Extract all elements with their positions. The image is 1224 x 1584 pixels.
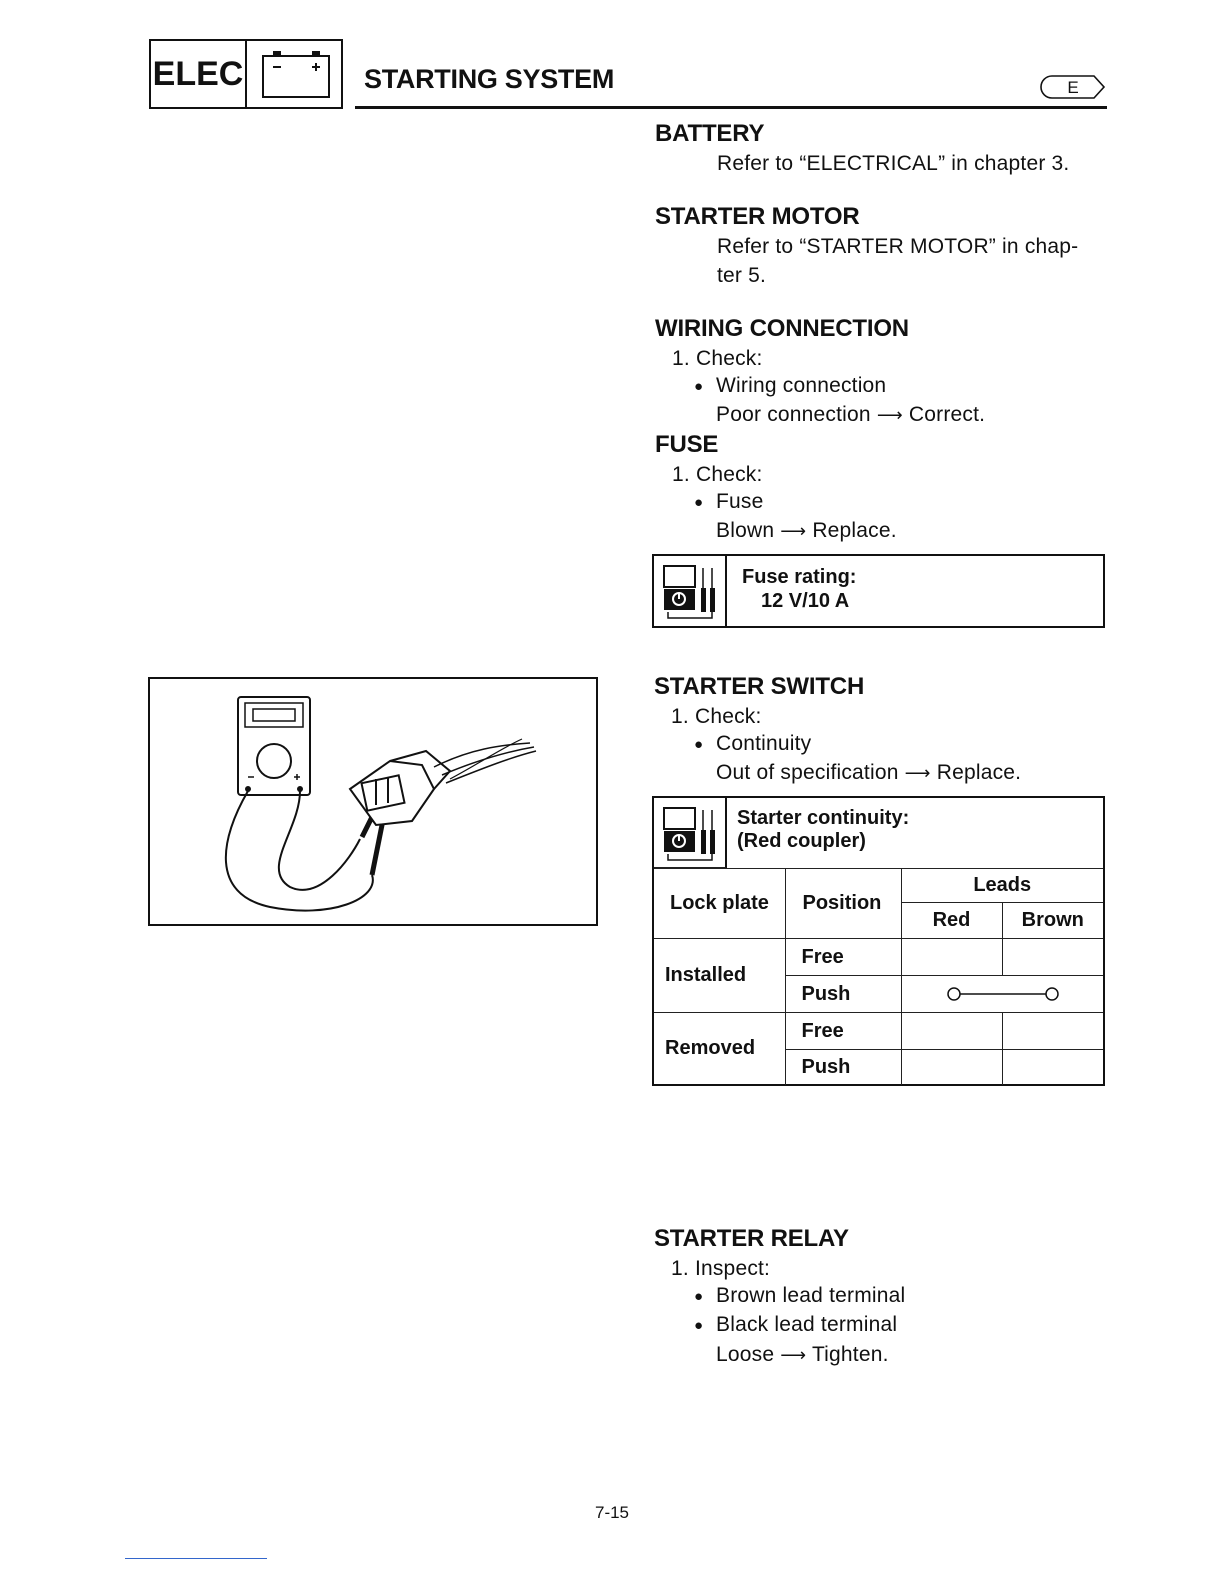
language-badge	[1040, 74, 1106, 100]
wiring-result-right: Correct.	[908, 403, 986, 426]
header-rule	[355, 106, 1107, 109]
multimeter-icon	[654, 556, 727, 626]
starter-switch-result-right: Replace.	[936, 761, 1022, 784]
starter-switch-heading: STARTER SWITCH	[654, 673, 865, 700]
page-title: STARTING SYSTEM	[364, 64, 615, 94]
footer-link-underline	[125, 1558, 267, 1559]
table-row	[654, 1013, 1103, 1050]
starter-relay-item1: ● Brown lead terminal	[716, 1281, 905, 1310]
continuity-cell	[901, 976, 1103, 1013]
red-cell	[901, 1050, 1002, 1085]
fuse-result	[716, 516, 897, 546]
arrow-icon: ⟶	[780, 1345, 807, 1366]
fuse-item: ● Fuse	[716, 487, 764, 516]
starter-motor-line2: ter 5.	[717, 264, 767, 287]
wiring-item: ● Wiring connection	[716, 371, 886, 400]
page-number: 7-15	[594, 1503, 630, 1522]
fuse-spec-label: Fuse rating:	[742, 566, 857, 588]
starter-motor-heading: STARTER MOTOR	[655, 203, 860, 230]
fuse-step: 1. Check:	[672, 463, 763, 486]
wiring-result	[716, 400, 985, 430]
starter-continuity-sub: (Red coupler)	[737, 830, 866, 852]
position-cell: Free	[785, 939, 901, 976]
col-header-lock-plate: Lock plate	[654, 869, 785, 939]
starter-relay-result	[716, 1340, 889, 1370]
starter-motor-line1: Refer to “STARTER MOTOR” in chap-	[717, 235, 1079, 258]
starter-relay-result-left: Loose	[716, 1343, 775, 1366]
brown-cell	[1002, 1013, 1103, 1050]
fuse-result-left: Blown	[716, 519, 775, 542]
continuity-terminal-icon	[1046, 988, 1058, 1000]
arrow-icon: ⟶	[780, 521, 807, 542]
col-header-position: Position	[785, 869, 901, 939]
section-code: ELEC	[151, 41, 247, 107]
battery-heading: BATTERY	[655, 120, 765, 147]
starter-switch-result-left: Out of specification	[716, 761, 899, 784]
fuse-heading: FUSE	[655, 431, 719, 458]
starter-relay-item2: ● Black lead terminal	[716, 1310, 897, 1339]
col-header-red: Red	[901, 903, 1002, 939]
fuse-spec-value: 12 V/10 A	[761, 590, 850, 612]
col-header-brown: Brown	[1002, 903, 1103, 939]
brown-cell	[1002, 1050, 1103, 1085]
lock-plate-removed: Removed	[654, 1013, 785, 1085]
arrow-icon: ⟶	[904, 763, 931, 784]
wiring-step: 1. Check:	[672, 347, 763, 370]
continuity-table	[654, 868, 1103, 1085]
starter-relay-result-right: Tighten.	[811, 1343, 889, 1366]
table-row	[654, 939, 1103, 976]
red-cell	[901, 939, 1002, 976]
position-cell: Push	[785, 976, 901, 1013]
fuse-result-right: Replace.	[812, 519, 897, 542]
multimeter-icon	[654, 798, 727, 868]
wiring-heading: WIRING CONNECTION	[655, 315, 909, 342]
lock-plate-installed: Installed	[654, 939, 785, 1013]
position-cell: Push	[785, 1050, 901, 1085]
wiring-result-left: Poor connection	[716, 403, 871, 426]
starter-relay-heading: STARTER RELAY	[654, 1225, 849, 1252]
starter-switch-step: 1. Check:	[671, 705, 762, 728]
red-cell	[901, 1013, 1002, 1050]
battery-icon	[249, 41, 341, 107]
starter-relay-step: 1. Inspect:	[671, 1257, 771, 1280]
position-cell: Free	[785, 1013, 901, 1050]
multimeter-probing-connector-illustration	[148, 677, 598, 926]
arrow-icon: ⟶	[876, 405, 903, 426]
col-header-leads: Leads	[901, 869, 1103, 903]
battery-text: Refer to “ELECTRICAL” in chapter 3.	[717, 152, 1070, 175]
language-badge-label: E	[1067, 78, 1079, 97]
continuity-terminal-icon	[948, 988, 960, 1000]
brown-cell	[1002, 939, 1103, 976]
starter-continuity-label: Starter continuity:	[737, 807, 910, 829]
starter-switch-item: ● Continuity	[716, 729, 811, 758]
starter-switch-result	[716, 758, 1021, 788]
